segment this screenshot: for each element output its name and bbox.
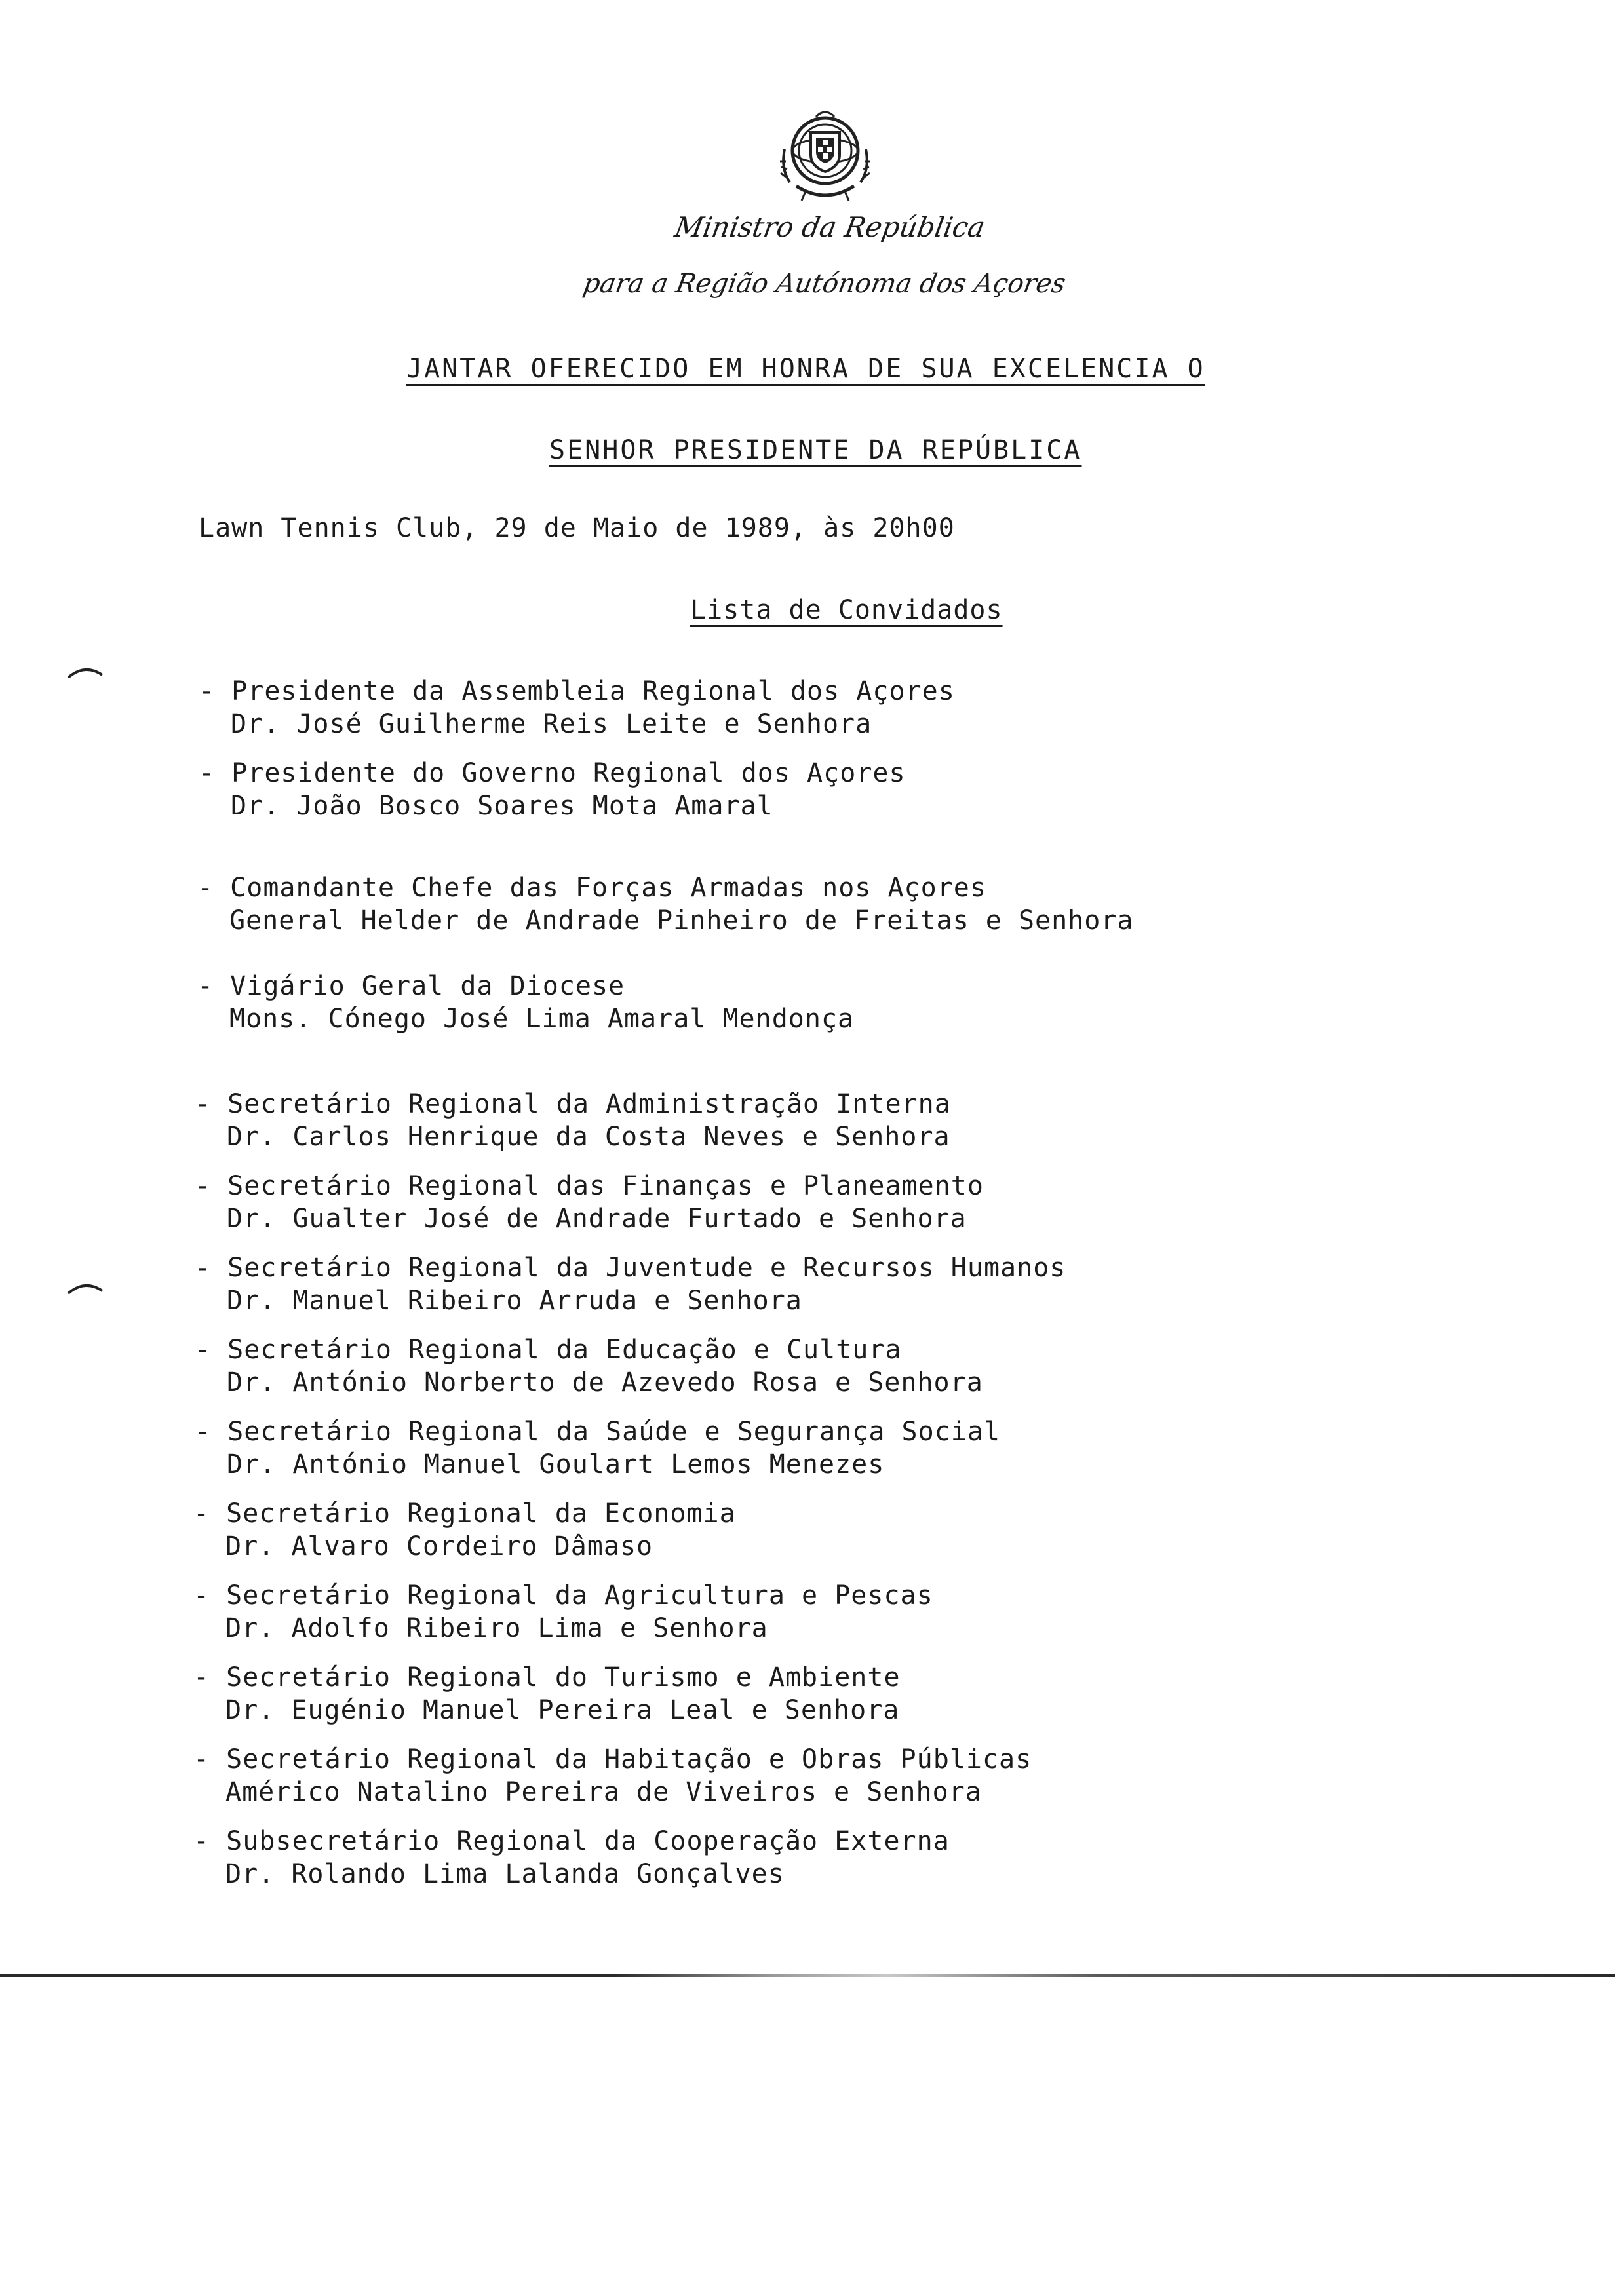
punch-hole-mark [66,1282,105,1296]
guest-role: - Secretário Regional das Finanças e Planeamento [195,1170,984,1202]
guest-role: - Secretário Regional da Juventude e Recursos Humanos [195,1252,1066,1284]
page-bottom-rule [0,1974,1615,1977]
guest-name: Dr. Alvaro Cordeiro Dâmaso [225,1531,653,1561]
punch-hole-mark [66,666,105,680]
guest-role: - Secretário Regional da Saúde e Segurança Social [195,1415,1000,1448]
letterhead-ministry: Ministro da República [672,211,988,243]
guest-entry [195,1333,983,1399]
guest-role: - Secretário Regional da Administração Interna [195,1088,951,1120]
guest-list-title: Lista de Convidados [690,595,1003,625]
guest-role: - Presidente da Assembleia Regional dos Açores [199,675,955,708]
guest-name: Dr. Gualter José de Andrade Furtado e Senhora [227,1204,967,1234]
guest-entry [193,1661,901,1727]
guest-name: Dr. Carlos Henrique da Costa Neves e Senhora [227,1122,950,1152]
guest-name: Américo Natalino Pereira de Viveiros e Senhora [225,1777,982,1807]
guest-entry [195,1088,951,1153]
portuguese-coat-of-arms-icon [777,104,874,208]
guest-name: Dr. Rolando Lima Lalanda Gonçalves [225,1859,785,1889]
guest-entry [195,1415,1000,1481]
guest-role: - Secretário Regional do Turismo e Ambiente [193,1661,901,1694]
guest-role: - Vigário Geral da Diocese [197,970,854,1003]
guest-name: Mons. Cónego José Lima Amaral Mendonça [229,1004,855,1034]
guest-role: - Secretário Regional da Educação e Cultura [195,1333,983,1366]
guest-entry [193,1497,736,1563]
guest-role: - Comandante Chefe das Forças Armadas nos Açores [197,871,1134,904]
guest-role: - Subsecretário Regional da Cooperação Externa [193,1825,950,1858]
guest-entry [197,871,1134,937]
letterhead-region: para a Região Autónoma dos Açores [580,269,1068,299]
guest-entry [195,1252,1066,1317]
guest-entry [199,757,906,822]
guest-role: - Secretário Regional da Habitação e Obras Públicas [193,1743,1032,1776]
guest-role: - Presidente do Governo Regional dos Açores [199,757,906,790]
guest-name: Dr. João Bosco Soares Mota Amaral [231,791,773,821]
guest-role: - Secretário Regional da Economia [193,1497,736,1530]
guest-name: General Helder de Andrade Pinheiro de Freitas e Senhora [229,906,1134,936]
document-title-line-1: JANTAR OFERECIDO EM HONRA DE SUA EXCELENCIA O [406,354,1205,384]
guest-name: Dr. António Norberto de Azevedo Rosa e Senhora [227,1368,983,1398]
guest-name: Dr. José Guilherme Reis Leite e Senhora [231,709,872,739]
guest-entry [193,1825,950,1890]
guest-entry [193,1743,1032,1808]
guest-name: Dr. Adolfo Ribeiro Lima e Senhora [225,1613,768,1643]
guest-entry [199,675,955,740]
guest-name: Dr. Manuel Ribeiro Arruda e Senhora [227,1286,802,1316]
guest-entry [195,1170,984,1235]
document-title-line-2: SENHOR PRESIDENTE DA REPÚBLICA [549,435,1082,465]
guest-role: - Secretário Regional da Agricultura e Pescas [193,1579,933,1612]
guest-entry [193,1579,933,1645]
guest-name: Dr. Eugénio Manuel Pereira Leal e Senhora [225,1695,900,1725]
guest-name: Dr. António Manuel Goulart Lemos Menezes [227,1449,885,1480]
event-venue-date: Lawn Tennis Club, 29 de Maio de 1989, às 20h00 [199,513,955,543]
guest-entry [197,970,854,1035]
